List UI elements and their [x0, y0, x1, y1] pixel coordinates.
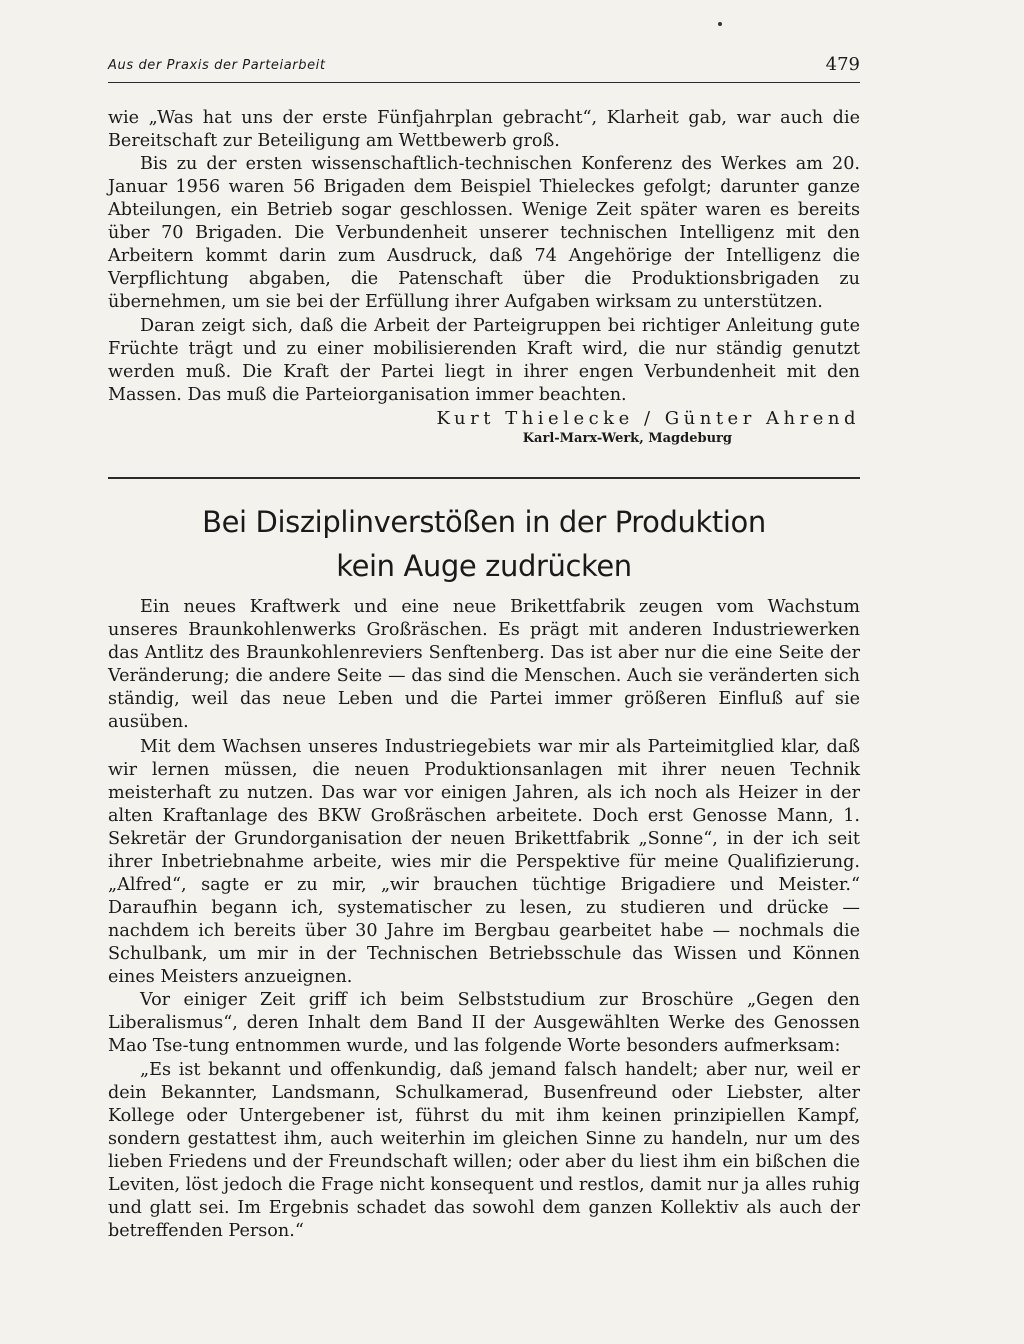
- article-one-paragraph-2: [108, 153, 860, 314]
- article-two-paragraph-1: [108, 596, 860, 734]
- paragraph-text: Ein neues Kraftwerk und eine neue Brikettfabrik zeugen vom Wachstum unseres Braunkohlenwerks Großräschen. Es prägt mit anderen Industriewerken das Antlitz des Braunkohlenreviers Senftenberg. Das ist aber nur die eine Seite der Veränderung; die andere Seite — das sind die Menschen. Auch sie veränderten sich ständig, weil das neue Leben und die Partei immer größeren Einfluß auf sie ausüben.: [108, 597, 860, 732]
- ink-speck: [718, 22, 722, 26]
- page-number: 479: [825, 54, 860, 75]
- quotation-text: „Es ist bekannt und offenkundig, daß jemand falsch handelt; aber nur, weil er dein Bekannter, Landsmann, Schulkamerad, Busenfreund oder Liebster, alter Kollege oder Untergebener ist, führst du mit ihm keinen prinzipiellen Kampf, sondern gestattest ihm, auch weiterhin im gleichen Sinne zu handeln, nur um des lieben Friedens und der Freundschaft willen; oder aber du liest ihm ein bißchen die Leviten, löst jedoch die Frage nicht konsequent und restlos, damit nur ja alles ruhig und glatt sei. Im Ergebnis schadet das sowohl dem ganzen Kollektiv als auch der betreffenden Person.“: [108, 1060, 860, 1241]
- section-title: Aus der Praxis der Parteiarbeit: [108, 58, 326, 73]
- paragraph-text: Daran zeigt sich, daß die Arbeit der Parteigruppen bei richtiger Anleitung gute Früchte trägt und zu einer mobilisierenden Kraft wird, die nur ständig genutzt werden muß. Die Kraft der Partei liegt in ihrer engen Verbundenheit mit den Massen. Das muß die Parteiorganisation immer beachten.: [108, 316, 860, 405]
- author-names: Kurt Thielecke / Günter Ahrend: [436, 408, 860, 429]
- article-two-quotation: [108, 1059, 860, 1243]
- paragraph-text: Mit dem Wachsen unseres Industriegebiets war mir als Parteimitglied klar, daß wir lernen müssen, die neuen Produktionsanlagen mit ihrer neuen Technik meisterhaft zu nutzen. Das war vor einigen Jahren, als ich noch als Heizer in der alten Kraftanlage des BKW Großräschen arbeitete. Doch erst Genosse Mann, 1. Sekretär der Grundorganisation der neuen Brikettfabrik „Sonne“, in der ich seit ihrer Inbetriebnahme arbeite, wies mir die Perspektive für meine Qualifizierung. „Alfred“, sagte er zu mir, „wir brauchen tüchtige Brigadiere und Meister.“ Daraufhin begann ich, systematischer zu lesen, zu studieren und drücke — nachdem ich bereits über 30 Jahre im Bergbau gearbeitet habe — nochmals die Schulbank, um mir in der Technischen Betriebsschule das Wissen und Können eines Meisters anzueignen.: [108, 737, 860, 987]
- paragraph-text: wie „Was hat uns der erste Fünfjahrplan gebracht“, Klarheit gab, war auch die Bereitschaft zur Beteiligung am Wettbewerb groß.: [108, 108, 860, 151]
- article-two-paragraph-3: [108, 989, 860, 1058]
- article-headline: [108, 500, 860, 588]
- headline-line-2: kein Auge zudrücken: [336, 549, 632, 583]
- article-divider: [108, 477, 860, 479]
- running-header: [108, 52, 860, 83]
- book-page: [108, 0, 860, 1344]
- headline-line-1: Bei Disziplinverstößen in der Produktion: [202, 505, 766, 539]
- paragraph-text: Bis zu der ersten wissenschaftlich-technischen Konferenz des Werkes am 20. Januar 1956 waren 56 Brigaden dem Beispiel Thieleckes gefolgt; darunter ganze Abteilungen, ein Betrieb sogar geschlossen. Wenige Zeit später waren es bereits über 70 Brigaden. Die Verbundenheit unserer technischen Intelligenz mit den Arbeitern kommt darin zum Ausdruck, daß 74 Angehörige der Intelligenz die Verpflichtung abgaben, die Patenschaft über die Produktionsbrigaden zu übernehmen, um sie bei der Erfüllung ihrer Aufgaben wirksam zu unterstützen.: [108, 154, 860, 312]
- paragraph-text: Vor einiger Zeit griff ich beim Selbststudium zur Broschüre „Gegen den Liberalismus“, deren Inhalt dem Band II der Ausgewählten Werke des Genossen Mao Tse-tung entnommen wurde, und las folgende Worte besonders aufmerksam:: [108, 990, 860, 1056]
- article-one-paragraph-3: [108, 315, 860, 407]
- article-one-paragraph-1: [108, 107, 860, 153]
- author-affiliation: Karl-Marx-Werk, Magdeburg: [522, 431, 732, 446]
- article-two-paragraph-2: [108, 736, 860, 989]
